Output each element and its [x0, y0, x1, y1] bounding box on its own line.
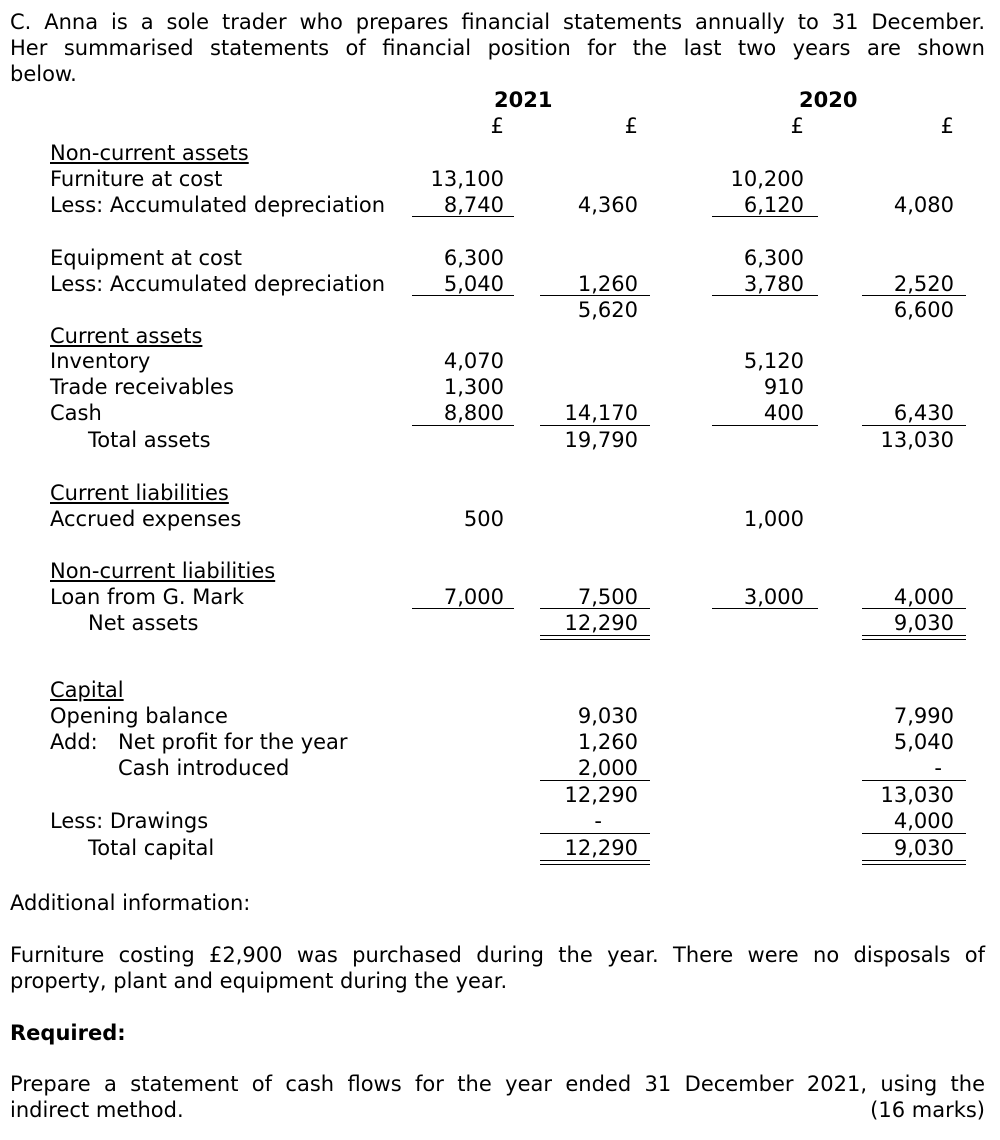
- subtotal-rule: [712, 295, 818, 296]
- currency-header: £: [490, 114, 504, 138]
- subtotal-rule: [862, 780, 966, 781]
- cell-value: 12,290: [564, 611, 638, 635]
- cell-value: 12,290: [564, 836, 638, 860]
- subtotal-rule: [712, 608, 818, 609]
- row-label: Accrued expenses: [50, 507, 242, 531]
- double-rule: [862, 635, 966, 640]
- subtotal-rule: [712, 425, 818, 426]
- row-label: Total assets: [88, 428, 211, 452]
- cell-value: 5,040: [893, 730, 954, 754]
- row-label: Equipment at cost: [50, 246, 243, 270]
- cell-value: 19,790: [564, 428, 638, 452]
- currency-header: £: [624, 114, 638, 138]
- required-line-1: Prepare a statement of cash flows for the year ended 31 December 2021, using the: [10, 1072, 985, 1096]
- row-label: Cash: [50, 401, 102, 425]
- cell-value: 1,000: [743, 507, 804, 531]
- marks-label: (16 marks): [870, 1098, 985, 1122]
- cell-value: 9,030: [893, 611, 954, 635]
- additional-line-2: property, plant and equipment during the year.: [10, 969, 508, 993]
- cell-value: 5,620: [577, 298, 638, 322]
- subtotal-rule: [712, 216, 818, 217]
- cell-value: 7,990: [893, 704, 954, 728]
- year-2021-header: 2021: [494, 88, 553, 112]
- cell-value: 3,780: [743, 272, 804, 296]
- cell-value: 14,170: [564, 401, 638, 425]
- row-label: Inventory: [50, 349, 151, 373]
- subtotal-rule: [540, 608, 650, 609]
- additional-heading: Additional information:: [10, 891, 251, 915]
- subtotal-rule: [540, 425, 650, 426]
- row-label: Loan from G. Mark: [50, 585, 244, 609]
- cell-value: 4,000: [893, 809, 954, 833]
- row-label: Less: Accumulated depreciation: [50, 272, 386, 296]
- cell-value: 1,260: [577, 730, 638, 754]
- required-line-2: indirect method.: [10, 1098, 184, 1122]
- cell-value: 4,360: [577, 193, 638, 217]
- cell-value: 1,300: [443, 375, 504, 399]
- row-label: Furniture at cost: [50, 167, 223, 191]
- cell-value: 9,030: [577, 704, 638, 728]
- section-current-assets: Current assets: [50, 324, 203, 348]
- subtotal-rule: [540, 295, 650, 296]
- section-capital: Capital: [50, 678, 124, 702]
- cell-value: 4,000: [893, 585, 954, 609]
- row-label: Less: Drawings: [50, 809, 209, 833]
- cell-value: 6,600: [893, 298, 954, 322]
- cell-value: 13,100: [430, 167, 504, 191]
- row-label: Net assets: [88, 611, 199, 635]
- row-label: Opening balance: [50, 704, 228, 728]
- double-rule: [540, 860, 650, 865]
- section-current-liabilities: Current liabilities: [50, 481, 229, 505]
- cell-value: 12,290: [564, 783, 638, 807]
- row-label: Total capital: [88, 836, 215, 860]
- cell-value: 500: [463, 507, 504, 531]
- subtotal-rule: [862, 425, 966, 426]
- subtotal-rule: [862, 833, 966, 834]
- cell-value: 9,030: [893, 836, 954, 860]
- row-prefix: Add:: [50, 730, 98, 754]
- required-heading: Required:: [10, 1021, 126, 1045]
- cell-value: 5,120: [743, 349, 804, 373]
- cell-value: 13,030: [880, 783, 954, 807]
- cell-value: 13,030: [880, 428, 954, 452]
- cell-value: 8,800: [443, 401, 504, 425]
- row-label: Trade receivables: [50, 375, 234, 399]
- additional-line-1: Furniture costing £2,900 was purchased during the year. There were no disposals of: [10, 943, 985, 967]
- cell-value: 6,300: [743, 246, 804, 270]
- cell-value: 2,520: [893, 272, 954, 296]
- cell-value: 1,260: [577, 272, 638, 296]
- cell-value: 910: [763, 375, 804, 399]
- subtotal-rule: [412, 425, 514, 426]
- cell-value: 6,120: [743, 193, 804, 217]
- cell-value: 3,000: [743, 585, 804, 609]
- cell-value: 10,200: [730, 167, 804, 191]
- subtotal-rule: [412, 608, 514, 609]
- cell-value: -: [934, 756, 942, 780]
- cell-value: 7,000: [443, 585, 504, 609]
- row-label: Net profit for the year: [118, 730, 348, 754]
- row-label: Cash introduced: [118, 756, 290, 780]
- subtotal-rule: [540, 780, 650, 781]
- cell-value: 8,740: [443, 193, 504, 217]
- double-rule: [540, 635, 650, 640]
- intro-line-3: below.: [10, 62, 77, 86]
- subtotal-rule: [540, 833, 650, 834]
- section-non-current-assets: Non-current assets: [50, 141, 249, 165]
- subtotal-rule: [412, 216, 514, 217]
- double-rule: [862, 860, 966, 865]
- currency-header: £: [790, 114, 804, 138]
- cell-value: 4,080: [893, 193, 954, 217]
- subtotal-rule: [862, 295, 966, 296]
- subtotal-rule: [862, 608, 966, 609]
- intro-line-2: Her summarised statements of financial position for the last two years are shown: [10, 36, 985, 60]
- subtotal-rule: [412, 295, 514, 296]
- cell-value: 400: [763, 401, 804, 425]
- currency-header: £: [940, 114, 954, 138]
- cell-value: 2,000: [577, 756, 638, 780]
- cell-value: 6,430: [893, 401, 954, 425]
- row-label: Less: Accumulated depreciation: [50, 193, 386, 217]
- cell-value: 5,040: [443, 272, 504, 296]
- year-2020-header: 2020: [799, 88, 858, 112]
- cell-value: -: [594, 809, 602, 833]
- cell-value: 7,500: [577, 585, 638, 609]
- cell-value: 4,070: [443, 349, 504, 373]
- intro-line-1: C. Anna is a sole trader who prepares financial statements annually to 31 December.: [10, 10, 985, 34]
- section-non-current-liabilities: Non-current liabilities: [50, 559, 276, 583]
- cell-value: 6,300: [443, 246, 504, 270]
